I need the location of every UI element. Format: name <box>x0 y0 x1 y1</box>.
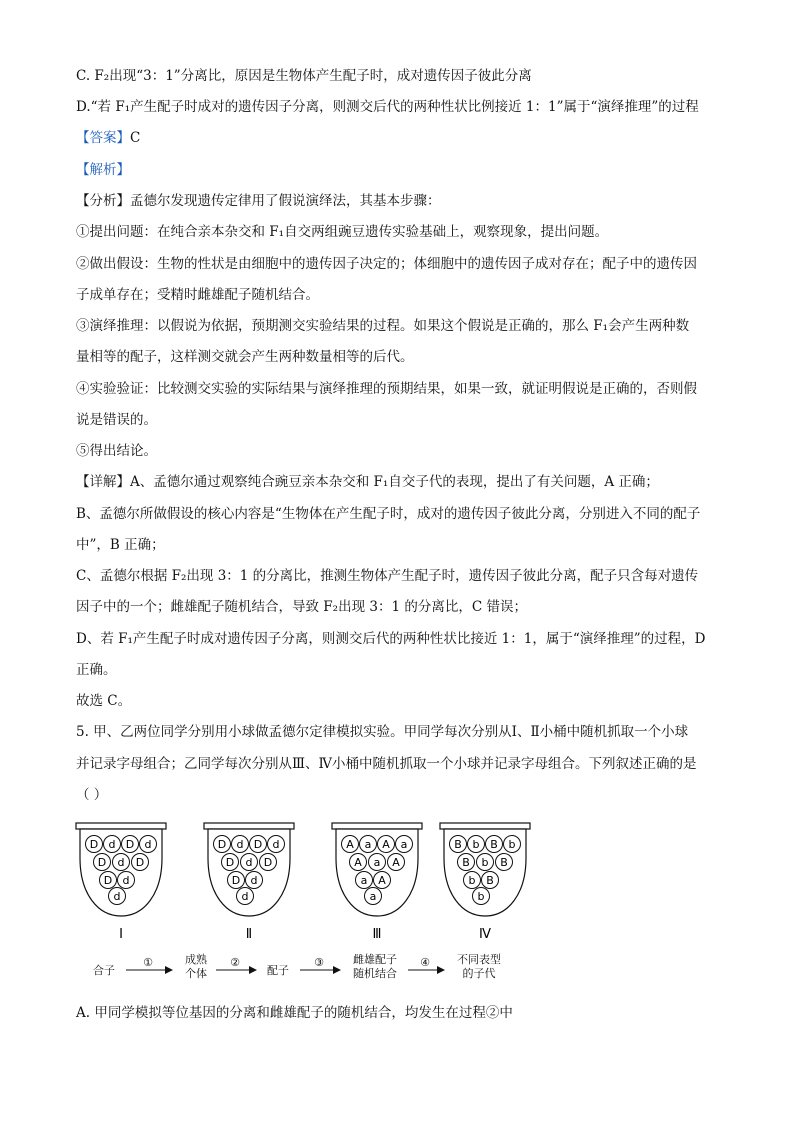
ball-letter: A <box>382 838 390 851</box>
ball-letter: D <box>125 838 135 851</box>
step4-line-b: 说是错误的。 <box>76 412 157 428</box>
analysis-intro: 孟德尔发现遗传定律用了假说演绎法，其基本步骤： <box>130 193 441 209</box>
ball-letter: d <box>122 874 130 887</box>
ball-letter: B <box>454 838 462 851</box>
bucket-rim <box>204 823 294 829</box>
ball-letter: D <box>253 838 263 851</box>
ball-letter: d <box>108 838 116 851</box>
bucket-label: Ⅳ <box>479 927 491 942</box>
ball-letter: a <box>364 838 372 851</box>
ball-letter: D <box>231 874 241 887</box>
flow-start: 合子 <box>93 964 115 977</box>
ball-letter: A <box>392 856 400 869</box>
bucket-label: Ⅰ <box>119 927 123 942</box>
bucket-rim <box>440 823 530 829</box>
ball-letter: b <box>468 874 476 887</box>
ball-letter: d <box>250 874 258 887</box>
flow-node-3-line2: 随机结合 <box>353 967 397 980</box>
ball-letter: d <box>117 856 125 869</box>
option-a-line: A. 甲同学模拟等位基因的分离和雌雄配子的随机结合，均发生在过程②中 <box>76 1005 513 1021</box>
detail-b-line-1: B、孟德尔所做假设的核心内容是“生物体在产生配子时，成对的遗传因子彼此分离，分别进入不同的配子 <box>76 506 701 522</box>
ball-letter: d <box>245 856 253 869</box>
analysis-tag: 【解析】 <box>76 162 130 178</box>
ball-letter: B <box>490 838 498 851</box>
buckets-layer <box>76 823 530 942</box>
conclusion-line: 故选 C。 <box>76 693 132 709</box>
flow-step-4: ④ <box>420 956 430 969</box>
detail-b-line-2: 中”，B 正确； <box>76 537 165 553</box>
flow-step-1: ① <box>143 956 153 969</box>
bucket-4 <box>440 823 530 942</box>
ball-letter: d <box>144 838 152 851</box>
ball-letter: B <box>486 874 494 887</box>
ball-letter: a <box>360 874 368 887</box>
ball-letter: D <box>135 856 145 869</box>
detail-a-line <box>76 472 659 492</box>
detail-tag: 【详解】 <box>76 474 130 490</box>
flow-diagram <box>93 952 501 980</box>
ball-letter: A <box>378 874 386 887</box>
flow-node-3-line1: 雌雄配子 <box>353 953 397 966</box>
ball-letter: a <box>400 838 408 851</box>
detail-c-line-1: C、孟德尔根据 F₂出现 3：1 的分离比，推测生物体产生配子时，遗传因子彼此分离，配子只含每对遗传 <box>76 568 699 584</box>
bucket-label: Ⅲ <box>372 927 382 942</box>
step5-line: ⑤得出结论。 <box>76 443 157 459</box>
bucket-1 <box>76 823 166 942</box>
ball-letter: D <box>97 856 107 869</box>
ball-letter: a <box>373 856 381 869</box>
ball-letter: a <box>369 890 377 903</box>
answer-value: C <box>130 130 141 146</box>
flow-node-4-line1: 不同表型 <box>457 953 501 966</box>
flow-node-1-line2: 个体 <box>185 967 207 980</box>
ball-letter: b <box>472 838 480 851</box>
step2-line-a: ②做出假设：生物的性状是由细胞中的遗传因子决定的；体细胞中的遗传因子成对存在；配子中的遗传因 <box>76 256 697 272</box>
ball-letter: b <box>481 856 489 869</box>
line-option-d: D.“若 F₁产生配子时成对的遗传因子分离，则测交后代的两种性状比例接近 1：1”属于“演绎推理”的过程 <box>76 99 699 115</box>
ball-letter: d <box>241 890 249 903</box>
answer-line <box>76 128 140 148</box>
ball-letter: D <box>89 838 99 851</box>
ball-letter: b <box>477 890 485 903</box>
ball-letter: D <box>263 856 273 869</box>
ball-letter: d <box>272 838 280 851</box>
analysis-intro-tag: 【分析】 <box>76 193 130 209</box>
line-option-c: C. F₂出现“3：1”分离比，原因是生物体产生配子时，成对遗传因子彼此分离 <box>76 68 532 84</box>
detail-d-line-1: D、若 F₁产生配子时成对遗传因子分离，则测交后代的两种性状比接近 1：1，属于“演绎推理”的过程，D <box>76 631 706 647</box>
detail-d-line-2: 正确。 <box>76 662 117 678</box>
analysis-line <box>76 160 130 180</box>
ball-letter: D <box>217 838 227 851</box>
step3-line-b: 量相等的配子，这样测交就会产生两种数量相等的后代。 <box>76 349 414 365</box>
flow-step-3: ③ <box>314 956 324 969</box>
bucket-figure <box>74 818 514 988</box>
ball-letter: A <box>346 838 354 851</box>
ball-letter: d <box>236 838 244 851</box>
ball-letter: b <box>508 838 516 851</box>
bucket-3 <box>332 823 422 942</box>
ball-letter: B <box>500 856 508 869</box>
flow-node-4-line2: 的子代 <box>462 967 496 980</box>
bucket-2 <box>204 823 294 942</box>
step3-line-a: ③演绎推理：以假说为依据，预期测交实验结果的过程。如果这个假说是正确的，那么 F₁会产生两种数 <box>76 318 690 334</box>
bucket-label: Ⅱ <box>245 927 253 942</box>
step1-line: ①提出问题：在纯合亲本杂交和 F₁自交两组豌豆遗传实验基础上，观察现象，提出问题。 <box>76 224 609 240</box>
ball-letter: A <box>354 856 362 869</box>
bucket-rim <box>76 823 166 829</box>
ball-letter: d <box>113 890 121 903</box>
bucket-rim <box>332 823 422 829</box>
detail-c-line-2: 因子中的一个；雌雄配子随机结合，导致 F₂出现 3：1 的分离比，C 错误； <box>76 599 527 615</box>
answer-tag: 【答案】 <box>76 130 130 146</box>
step2-line-b: 子成单存在；受精时雌雄配子随机结合。 <box>76 287 319 303</box>
ball-letter: D <box>225 856 235 869</box>
question5-line-a: 5. 甲、乙两位同学分别用小球做孟德尔定律模拟实验。甲同学每次分别从Ⅰ、Ⅱ小桶中随机抓取一个小球 <box>76 724 689 740</box>
flow-node-1-line1: 成熟 <box>185 953 207 966</box>
detail-a: A、孟德尔通过观察纯合豌豆亲本杂交和 F₁自交子代的表现，提出了有关问题，A 正确； <box>130 474 659 490</box>
ball-letter: B <box>462 856 470 869</box>
analysis-intro-line <box>76 191 441 211</box>
flow-step-2: ② <box>230 956 240 969</box>
ball-letter: D <box>103 874 113 887</box>
flow-node-2: 配子 <box>267 964 289 977</box>
question5-line-b: 并记录字母组合；乙同学每次分别从Ⅲ、Ⅳ小桶中随机抓取一个小球并记录字母组合。下列叙述正确的是 <box>76 756 697 772</box>
step4-line-a: ④实验验证：比较测交实验的实际结果与演绎推理的预期结果，如果一致，就证明假说是正确的，否则假 <box>76 381 697 397</box>
question5-line-c: （ ） <box>76 787 108 803</box>
